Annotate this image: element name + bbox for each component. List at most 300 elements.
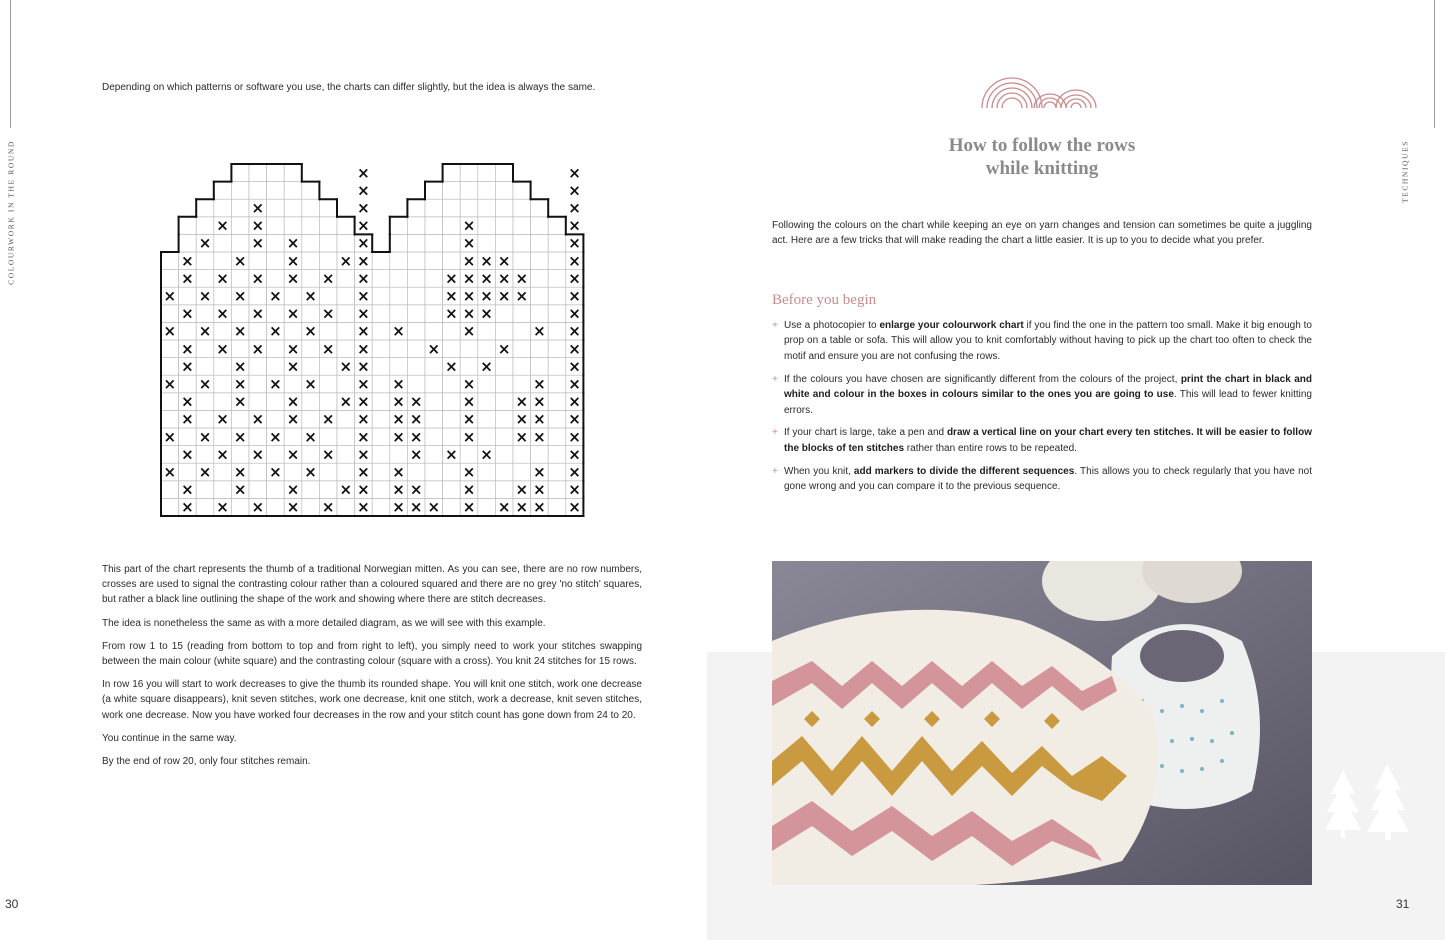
- chart-cross: ×: [357, 339, 370, 358]
- chart-cell: [196, 199, 214, 217]
- chart-cell: [443, 498, 461, 516]
- chart-cell: [161, 393, 179, 411]
- chart-cell: [390, 234, 408, 252]
- chart-cell: [531, 270, 549, 288]
- chart-cross: ×: [321, 304, 335, 323]
- tip-item: [772, 372, 1312, 418]
- chart-cross: ×: [462, 480, 476, 499]
- chart-cell: [249, 358, 267, 376]
- tips-list: [772, 318, 1312, 502]
- chart-cell: [443, 252, 461, 270]
- chart-cell: [460, 164, 478, 182]
- chart-cell: [284, 217, 302, 235]
- chart-cell: [425, 305, 443, 323]
- chart-cell: [443, 375, 461, 393]
- chart-cross: ×: [427, 339, 441, 358]
- chart-cross: ×: [163, 427, 177, 446]
- chart-cross: ×: [233, 251, 247, 270]
- chart-cell: [284, 287, 302, 305]
- chart-cell: [425, 234, 443, 252]
- chart-cross: ×: [533, 480, 546, 499]
- chart-cell: [531, 358, 549, 376]
- chart-cross: ×: [198, 375, 212, 393]
- chart-cross: ×: [357, 269, 370, 288]
- plus-bullet-icon: +: [772, 427, 778, 439]
- page-number-left: 30: [5, 897, 19, 911]
- chart-cell: [548, 463, 566, 481]
- tip-item: [772, 464, 1312, 495]
- chart-cross: ×: [233, 480, 247, 499]
- tip-text: rather than entire rows to be repeated.: [904, 442, 1077, 454]
- chart-cell: [425, 322, 443, 340]
- chart-cell: [249, 393, 267, 411]
- chart-cell: [495, 199, 513, 217]
- chart-cross: ×: [286, 480, 300, 499]
- chart-cell: [407, 322, 425, 340]
- chart-cross: ×: [251, 339, 265, 358]
- chart-cell: [372, 428, 390, 446]
- chart-cross: ×: [198, 322, 212, 341]
- chart-cell: [478, 234, 496, 252]
- tip-text: if you find the one in the pattern too small. Make it big enough to prop on a table or sofa. This will allow you to knit comfortably without having to pick up the chart too often to check the motif and ensure you are not confusing the rows.: [784, 320, 1312, 362]
- chart-cross: ×: [304, 427, 317, 446]
- tip-text: Use a photocopier to: [784, 320, 880, 331]
- chart-cell: [179, 428, 197, 446]
- chart-cell: [267, 498, 285, 516]
- chart-cell: [196, 498, 214, 516]
- chart-cell: [249, 463, 267, 481]
- chart-cell: [319, 358, 337, 376]
- chart-cross: ×: [392, 410, 405, 429]
- chart-cross: ×: [445, 357, 458, 376]
- chart-cross: ×: [181, 269, 194, 288]
- chart-cell: [214, 358, 232, 376]
- chart-cell: [161, 446, 179, 464]
- chart-cell: [267, 217, 285, 235]
- chart-cross: ×: [216, 304, 229, 323]
- chart-cross: ×: [357, 322, 370, 341]
- chart-cross: ×: [286, 392, 300, 411]
- chart-cell: [231, 446, 249, 464]
- chart-cross: ×: [286, 357, 300, 376]
- chart-cross: ×: [233, 357, 247, 376]
- chart-cell: [284, 428, 302, 446]
- chart-cell: [548, 287, 566, 305]
- chart-cell: [337, 340, 355, 358]
- chart-cross: ×: [533, 463, 546, 481]
- chart-cross: ×: [269, 375, 282, 393]
- chart-cell: [267, 481, 285, 499]
- chart-cross: ×: [568, 463, 581, 481]
- right-running-head: TECHNIQUES: [1400, 139, 1410, 204]
- chart-cell: [425, 393, 443, 411]
- chart-cross: ×: [568, 199, 581, 217]
- chart-cell: [231, 305, 249, 323]
- chart-cell: [302, 358, 320, 376]
- chart-cell: [319, 463, 337, 481]
- chart-cross: ×: [233, 427, 247, 446]
- chart-cell: [267, 305, 285, 323]
- chart-cross: ×: [462, 269, 476, 288]
- chart-cell: [319, 217, 337, 235]
- chart-cross: ×: [233, 375, 247, 393]
- tip-text: . This will lead to fewer knitting errors.: [784, 389, 1312, 416]
- chart-cross: ×: [321, 339, 335, 358]
- chart-cell: [478, 481, 496, 499]
- chart-cell: [196, 446, 214, 464]
- chart-cross: ×: [568, 498, 581, 517]
- chart-cell: [302, 340, 320, 358]
- chart-cell: [390, 305, 408, 323]
- chart-cross: ×: [286, 445, 300, 464]
- paragraph-4: In row 16 you will start to work decreases to give the thumb its rounded shape. You will knit one stitch, work one decrease (a white square disappears), knit seven stitches, work one decrease, knit one stitch, work a decrease, knit seven stitches, work one decrease. Now you have worked four decreases in the row and your stitch count has gone down from 24 to 20.: [102, 679, 642, 721]
- chart-cross: ×: [198, 427, 212, 446]
- chart-cell: [179, 463, 197, 481]
- chart-cell: [319, 199, 337, 217]
- chart-cell: [161, 481, 179, 499]
- page-number-right: 31: [1396, 897, 1410, 911]
- chart-cell: [196, 340, 214, 358]
- chart-cell: [337, 446, 355, 464]
- chart-cell: [390, 270, 408, 288]
- chart-cross: ×: [181, 357, 194, 376]
- chart-cross: ×: [497, 498, 511, 517]
- chart-cell: [302, 498, 320, 516]
- chart-cross: ×: [568, 392, 581, 411]
- chart-cell: [443, 393, 461, 411]
- chart-cell: [372, 322, 390, 340]
- chart-cross: ×: [462, 216, 476, 235]
- chart-cell: [372, 340, 390, 358]
- chart-cross: ×: [233, 322, 247, 341]
- chart-cross: ×: [357, 427, 370, 446]
- chart-cell: [531, 340, 549, 358]
- chart-cell: [478, 393, 496, 411]
- tip-emphasis: print the chart in black and white and colour in the boxes in colours similar to the ones you are going to use: [784, 373, 1312, 401]
- chart-cross: ×: [321, 410, 335, 429]
- chart-cross: ×: [163, 322, 177, 341]
- chart-cross: ×: [198, 234, 212, 253]
- chart-cell: [425, 217, 443, 235]
- chart-cross: ×: [357, 445, 370, 464]
- tree-ornament-icon: [1325, 760, 1409, 845]
- chart-cross: ×: [445, 269, 458, 288]
- chart-cell: [513, 217, 531, 235]
- chart-cell: [460, 199, 478, 217]
- chart-cross: ×: [321, 498, 335, 517]
- chart-cross: ×: [251, 199, 265, 217]
- chart-cross: ×: [286, 498, 300, 517]
- chart-cross: ×: [515, 480, 529, 499]
- chart-cell: [495, 358, 513, 376]
- chart-cross: ×: [427, 498, 441, 517]
- paragraph-6: By the end of row 20, only four stitches remain.: [102, 756, 311, 768]
- chart-cross: ×: [321, 269, 335, 288]
- chart-cross: ×: [357, 498, 370, 517]
- chart-cell: [231, 270, 249, 288]
- chart-cell: [161, 358, 179, 376]
- chart-cell: [372, 287, 390, 305]
- chart-cell: [390, 340, 408, 358]
- chart-cell: [179, 375, 197, 393]
- chart-cell: [495, 428, 513, 446]
- plus-bullet-icon: +: [772, 373, 778, 385]
- chart-cell: [267, 358, 285, 376]
- chart-cross: ×: [357, 304, 370, 323]
- chart-cell: [407, 199, 425, 217]
- heading-line-2: while knitting: [985, 158, 1099, 179]
- chart-cell: [302, 410, 320, 428]
- chart-cross: ×: [321, 445, 335, 464]
- chart-cell: [337, 287, 355, 305]
- chart-cell: [196, 252, 214, 270]
- chart-cross: ×: [357, 287, 370, 305]
- chart-cell: [548, 410, 566, 428]
- chart-cross: ×: [304, 322, 317, 341]
- chart-cell: [495, 410, 513, 428]
- chart-cross: ×: [568, 410, 581, 429]
- chart-cross: ×: [339, 480, 353, 499]
- chart-cross: ×: [357, 480, 370, 499]
- chart-cross: ×: [497, 269, 511, 288]
- chart-cross: ×: [286, 234, 300, 253]
- chart-cell: [513, 446, 531, 464]
- tip-emphasis: draw a vertical line on your chart every ten stitches. It will be easier to follow the blocks of ten stitches: [784, 427, 1312, 454]
- chart-cell: [478, 410, 496, 428]
- chart-cell: [214, 234, 232, 252]
- chart-cell: [284, 322, 302, 340]
- rainbow-ornament-icon: [978, 74, 1102, 115]
- chart-cell: [372, 358, 390, 376]
- chart-cross: ×: [357, 463, 370, 481]
- chart-cross: ×: [304, 463, 317, 481]
- chart-cell: [249, 428, 267, 446]
- chart-cross: ×: [568, 375, 581, 393]
- chart-cell: [337, 234, 355, 252]
- chart-cell: [407, 463, 425, 481]
- chart-cell: [302, 481, 320, 499]
- chart-cell: [196, 410, 214, 428]
- chart-cell: [319, 322, 337, 340]
- tip-item: [772, 318, 1312, 364]
- chart-cross: ×: [533, 498, 546, 517]
- chart-cross: ×: [462, 375, 476, 393]
- chart-cell: [319, 287, 337, 305]
- chart-cell: [478, 182, 496, 200]
- chart-cell: [161, 252, 179, 270]
- chart-cell: [531, 252, 549, 270]
- chart-cell: [372, 446, 390, 464]
- chart-cell: [513, 375, 531, 393]
- chart-cross: ×: [568, 322, 581, 341]
- chart-cross: ×: [269, 463, 282, 481]
- chart-cross: ×: [480, 251, 493, 270]
- chart-cell: [495, 393, 513, 411]
- chart-cell: [478, 164, 496, 182]
- chart-cross: ×: [339, 392, 353, 411]
- chart-cell: [407, 234, 425, 252]
- chart-cell: [443, 322, 461, 340]
- right-margin-rule: [1434, 0, 1435, 128]
- chart-cell: [161, 340, 179, 358]
- chart-cross: ×: [568, 480, 581, 499]
- chart-cell: [337, 270, 355, 288]
- chart-cross: ×: [480, 357, 493, 376]
- chart-cross: ×: [163, 463, 177, 481]
- chart-cross: ×: [497, 251, 511, 270]
- chart-cell: [478, 463, 496, 481]
- chart-cell: [425, 252, 443, 270]
- chart-cell: [302, 234, 320, 252]
- chart-cell: [478, 375, 496, 393]
- chart-cell: [390, 358, 408, 376]
- chart-cell: [513, 340, 531, 358]
- chart-cell: [407, 358, 425, 376]
- chart-cross: ×: [533, 392, 546, 411]
- chart-cross: ×: [392, 498, 405, 517]
- chart-cell: [231, 340, 249, 358]
- chart-cell: [425, 375, 443, 393]
- chart-cross: ×: [515, 498, 529, 517]
- chart-cross: ×: [409, 445, 423, 464]
- chart-cell: [214, 252, 232, 270]
- chart-cross: ×: [163, 287, 177, 305]
- chart-cell: [460, 358, 478, 376]
- chart-cross: ×: [251, 269, 265, 288]
- chart-cell: [214, 481, 232, 499]
- paragraph-2: The idea is nonetheless the same as with a more detailed diagram, as we will see with this example.: [102, 617, 546, 629]
- left-running-head: COLOURWORK IN THE ROUND: [6, 140, 16, 285]
- chart-cell: [443, 340, 461, 358]
- chart-cross: ×: [568, 287, 581, 305]
- chart-cell: [249, 164, 267, 182]
- paragraph-3: From row 1 to 15 (reading from bottom to top and from right to left), you simply need to work your stitches swapping between the main colour (white square) and the contrasting colour (square with a cross). You knit 24 stitches for 15 rows.: [102, 640, 642, 668]
- chart-cross: ×: [568, 216, 581, 235]
- chart-cross: ×: [568, 304, 581, 323]
- chart-cross: ×: [357, 234, 370, 253]
- chart-cross: ×: [251, 410, 265, 429]
- chart-cross: ×: [357, 410, 370, 429]
- chart-cross: ×: [269, 322, 282, 341]
- chart-cell: [249, 375, 267, 393]
- chart-cell: [302, 217, 320, 235]
- chart-cell: [531, 446, 549, 464]
- chart-cross: ×: [251, 445, 265, 464]
- chart-cell: [267, 446, 285, 464]
- chart-cell: [179, 217, 197, 235]
- chart-cell: [443, 481, 461, 499]
- chart-cell: [319, 234, 337, 252]
- chart-cell: [548, 217, 566, 235]
- chart-cross: ×: [163, 375, 177, 393]
- chart-cross: ×: [515, 410, 529, 429]
- chart-cell: [337, 428, 355, 446]
- chart-cell: [495, 322, 513, 340]
- chart-cell: [548, 234, 566, 252]
- chart-cross: ×: [304, 375, 317, 393]
- colourwork-chart: [155, 160, 595, 527]
- chart-cell: [372, 393, 390, 411]
- chart-cell: [513, 234, 531, 252]
- chart-cell: [249, 287, 267, 305]
- chart-cross: ×: [445, 287, 458, 305]
- chart-cell: [284, 164, 302, 182]
- chart-cell: [231, 164, 249, 182]
- chart-cross: ×: [445, 304, 458, 323]
- chart-cell: [495, 463, 513, 481]
- chart-cell: [460, 340, 478, 358]
- chart-cell: [214, 393, 232, 411]
- chart-cross: ×: [462, 322, 476, 341]
- chart-cross: ×: [181, 480, 194, 499]
- chart-cell: [478, 199, 496, 217]
- chart-cell: [161, 305, 179, 323]
- chart-cross: ×: [339, 251, 353, 270]
- plus-bullet-icon: +: [772, 465, 778, 477]
- chart-cell: [495, 446, 513, 464]
- chart-cell: [284, 463, 302, 481]
- chart-cross: ×: [392, 392, 405, 411]
- chart-cell: [284, 199, 302, 217]
- chart-cross: ×: [462, 251, 476, 270]
- chart-cell: [337, 375, 355, 393]
- chart-cell: [443, 410, 461, 428]
- left-margin-rule: [10, 0, 11, 128]
- chart-cell: [372, 270, 390, 288]
- chart-cross: ×: [357, 181, 370, 200]
- chart-cross: ×: [515, 427, 529, 446]
- chart-cross: ×: [216, 498, 229, 517]
- chart-cross: ×: [515, 392, 529, 411]
- chart-cell: [425, 463, 443, 481]
- chart-cell: [460, 182, 478, 200]
- chart-cell: [443, 428, 461, 446]
- chart-cell: [478, 498, 496, 516]
- chart-cross: ×: [251, 498, 265, 517]
- chart-cell: [425, 481, 443, 499]
- chart-cell: [513, 358, 531, 376]
- chart-cross: ×: [568, 163, 581, 182]
- chart-cross: ×: [409, 392, 423, 411]
- chart-cell: [531, 287, 549, 305]
- tip-item: [772, 425, 1312, 456]
- chart-cross: ×: [304, 287, 317, 305]
- chart-cross: ×: [392, 375, 405, 393]
- chart-cell: [337, 463, 355, 481]
- chart-cell: [513, 305, 531, 323]
- heading-line-1: How to follow the rows: [948, 135, 1136, 156]
- chart-cell: [390, 287, 408, 305]
- chart-cell: [443, 164, 461, 182]
- chart-cell: [478, 340, 496, 358]
- paragraph-5: You continue in the same way.: [102, 732, 237, 744]
- chart-cell: [214, 199, 232, 217]
- chart-cell: [267, 234, 285, 252]
- chart-cell: [249, 322, 267, 340]
- chart-cross: ×: [357, 357, 370, 376]
- chart-cell: [531, 305, 549, 323]
- chart-cell: [425, 199, 443, 217]
- tip-text: . This allows you to check regularly that you have not gone wrong and you can compare it to the previous sequence.: [784, 465, 1313, 493]
- chart-cross: ×: [357, 163, 370, 182]
- chart-cell: [267, 270, 285, 288]
- chart-cell: [548, 481, 566, 499]
- chart-cell: [179, 287, 197, 305]
- chart-cross: ×: [269, 287, 282, 305]
- chart-cell: [495, 182, 513, 200]
- chart-cell: [319, 393, 337, 411]
- chart-cross: ×: [462, 410, 476, 429]
